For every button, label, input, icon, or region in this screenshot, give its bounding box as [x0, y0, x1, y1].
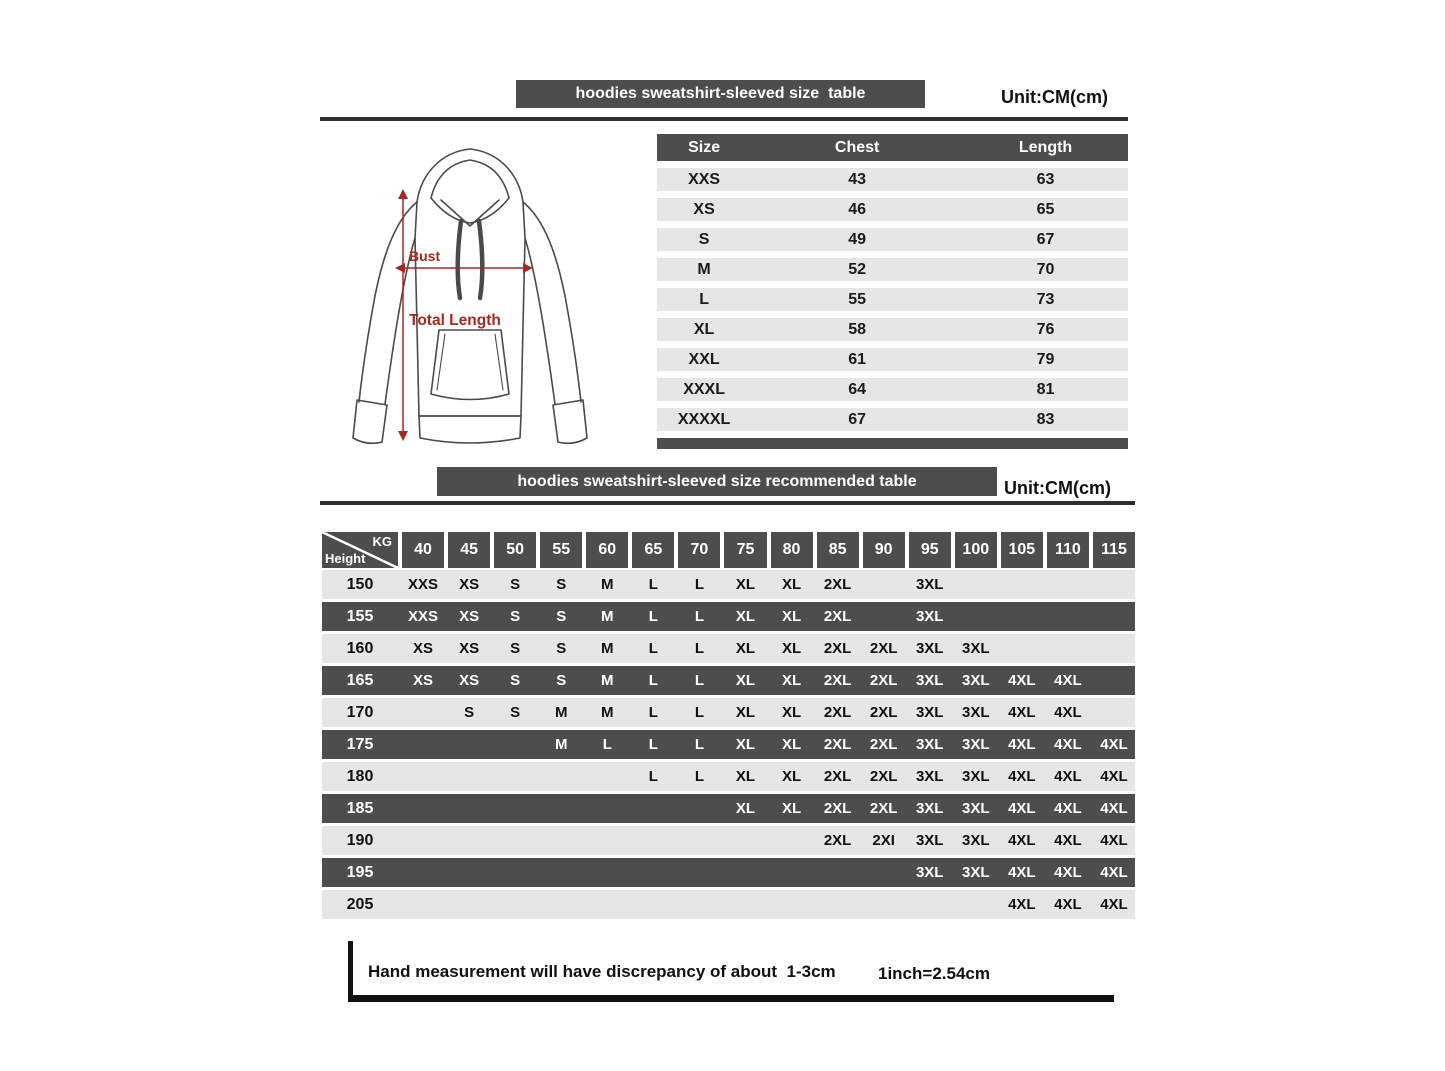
kg-label: KG: [372, 534, 392, 549]
recommended-size-cell: M: [554, 736, 568, 753]
weight-header-cell: 60: [586, 532, 628, 568]
recommended-size-cell: M: [601, 672, 614, 689]
recommended-size-cell: XL: [781, 800, 802, 817]
weight-header-cell: 110: [1047, 532, 1089, 568]
recommended-row: [322, 666, 1135, 695]
size-table-bottom-bar: [657, 438, 1128, 449]
recommended-size-cell: L: [694, 608, 704, 625]
hoodie-outline: [353, 149, 587, 443]
height-cell: 170: [346, 703, 374, 721]
recommended-size-cell: 2XL: [823, 576, 852, 593]
recommended-size-cell: XL: [735, 800, 756, 817]
weight-header-cell: 105: [1001, 532, 1043, 568]
recommended-size-cell: 3XL: [915, 608, 944, 625]
length-cell: 76: [1036, 320, 1055, 338]
height-cell: 190: [346, 831, 374, 849]
recommended-size-cell: XL: [781, 672, 802, 689]
recommended-size-cell: S: [510, 576, 521, 593]
recommended-size-cell: L: [648, 672, 658, 689]
chest-cell: 46: [848, 200, 867, 218]
recommended-size-cell: M: [601, 576, 614, 593]
size-table-row: [657, 258, 1128, 281]
recommended-size-cell: XL: [781, 736, 802, 753]
weight-header-cell: 90: [863, 532, 905, 568]
height-cell: 185: [346, 799, 374, 817]
height-cell: 150: [346, 575, 374, 593]
recommended-size-cell: L: [694, 672, 704, 689]
recommended-size-cell: 4XL: [1054, 768, 1082, 785]
recommended-size-cell: S: [510, 608, 521, 625]
recommended-size-cell: XS: [459, 608, 480, 625]
divider-line-2: [320, 501, 1135, 505]
size-table-title-bar: [516, 80, 925, 108]
measurement-discrepancy-note: Hand measurement will have discrepancy of about 1-3cm: [368, 962, 836, 981]
recommended-size-cell: 4XL: [1100, 864, 1128, 881]
recommended-size-cell: XL: [735, 672, 756, 689]
height-cell: 180: [346, 767, 374, 785]
recommended-size-cell: XS: [459, 672, 480, 689]
recommended-size-cell: S: [510, 672, 521, 689]
recommended-size-cell: 3XL: [915, 640, 944, 657]
size-table-header-row: [657, 134, 1128, 161]
weight-header-cell: 85: [817, 532, 859, 568]
recommended-size-cell: L: [694, 768, 704, 785]
recommended-size-cell: 3XL: [915, 800, 944, 817]
recommended-size-cell: 3XL: [962, 800, 990, 817]
recommended-size-cell: L: [648, 736, 658, 753]
recommended-size-cell: L: [648, 640, 658, 657]
recommended-size-cell: 2XL: [869, 768, 898, 785]
recommended-size-cell: XS: [459, 640, 480, 657]
recommended-size-cell: M: [554, 704, 568, 721]
weight-header-cell: 45: [448, 532, 490, 568]
weight-header-cell: 40: [402, 532, 444, 568]
recommended-size-cell: 2XL: [869, 704, 898, 721]
recommended-size-cell: S: [510, 704, 521, 721]
recommended-size-cell: L: [694, 736, 704, 753]
recommended-size-cell: M: [601, 640, 614, 657]
total-length-label: Total Length: [409, 312, 501, 329]
divider-line-1: [320, 117, 1128, 121]
recommended-size-matrix: [322, 532, 1135, 922]
recommended-size-cell: 4XL: [1008, 736, 1036, 753]
recommended-size-cell: 2XL: [823, 672, 852, 689]
recommended-row: [322, 602, 1135, 631]
size-table-column-header: Length: [1018, 138, 1073, 156]
recommended-size-cell: L: [648, 608, 658, 625]
recommended-size-cell: L: [694, 576, 704, 593]
recommended-size-cell: XL: [735, 608, 756, 625]
size-table-row: [657, 378, 1128, 401]
recommended-row: [322, 570, 1135, 599]
recommended-size-cell: S: [556, 576, 567, 593]
recommended-size-cell: 4XL: [1008, 864, 1036, 881]
size-table-row: [657, 408, 1128, 431]
recommended-size-cell: 4XL: [1054, 672, 1082, 689]
weight-header-cell: 70: [678, 532, 720, 568]
recommended-size-cell: L: [694, 704, 704, 721]
recommended-size-cell: 4XL: [1008, 768, 1036, 785]
chest-cell: 49: [848, 230, 867, 248]
recommended-size-cell: 3XL: [915, 736, 944, 753]
recommended-size-cell: XXS: [408, 608, 439, 625]
height-label: Height: [325, 551, 366, 566]
size-cell: S: [698, 230, 710, 248]
recommended-size-cell: XL: [781, 576, 802, 593]
recommended-size-cell: XL: [735, 704, 756, 721]
footer-left-bar: [348, 941, 353, 1001]
recommended-size-cell: 2XL: [823, 800, 852, 817]
size-cell: XXS: [688, 170, 721, 188]
length-cell: 70: [1036, 260, 1055, 278]
recommended-size-cell: 2XL: [823, 768, 852, 785]
recommended-size-cell: 3XL: [962, 672, 990, 689]
weight-header-cell: 100: [955, 532, 997, 568]
kg-height-corner-cell: [322, 532, 398, 568]
recommended-size-cell: 4XL: [1054, 896, 1082, 913]
recommended-size-cell: S: [464, 704, 475, 721]
recommended-size-cell: XL: [735, 768, 756, 785]
length-cell: 83: [1036, 410, 1055, 428]
recommended-size-cell: XL: [781, 768, 802, 785]
chest-cell: 52: [848, 260, 867, 278]
recommended-size-cell: 4XL: [1008, 672, 1036, 689]
height-cell: 175: [346, 735, 374, 753]
recommended-size-cell: XL: [735, 576, 756, 593]
recommended-size-cell: 3XL: [962, 704, 990, 721]
recommended-size-cell: 2XL: [823, 640, 852, 657]
size-table-column-header: Size: [688, 138, 721, 156]
size-table-title: hoodies sweatshirt-sleeved size table: [575, 85, 866, 102]
recommended-size-cell: L: [694, 640, 704, 657]
size-cell: XL: [693, 320, 715, 338]
size-table: [657, 134, 1128, 449]
recommended-size-cell: 3XL: [962, 768, 990, 785]
recommended-size-cell: 4XL: [1054, 800, 1082, 817]
unit-label-2: Unit:CM(cm): [1004, 478, 1111, 498]
recommended-row: [322, 890, 1135, 919]
recommended-row: [322, 826, 1135, 855]
height-cell: 195: [346, 863, 374, 881]
recommended-size-cell: L: [602, 736, 612, 753]
recommended-size-cell: S: [556, 672, 567, 689]
recommended-size-cell: M: [601, 608, 614, 625]
size-cell: XS: [693, 200, 715, 218]
chest-cell: 55: [848, 290, 867, 308]
recommended-size-cell: L: [648, 704, 658, 721]
weight-header-cell: 55: [540, 532, 582, 568]
recommended-size-cell: S: [556, 608, 567, 625]
size-table-row: [657, 318, 1128, 341]
size-table-row: [657, 228, 1128, 251]
recommended-size-cell: 3XL: [962, 832, 990, 849]
recommended-size-cell: 3XL: [962, 640, 990, 657]
chest-cell: 64: [848, 380, 867, 398]
weight-header-cell: 65: [632, 532, 674, 568]
recommended-size-cell: 2XL: [823, 608, 852, 625]
recommended-size-cell: XS: [413, 640, 434, 657]
length-cell: 65: [1036, 200, 1055, 218]
size-table-row: [657, 288, 1128, 311]
recommended-size-cell: XS: [459, 576, 480, 593]
recommended-size-cell: 4XL: [1008, 896, 1036, 913]
recommended-size-cell: 3XL: [915, 864, 944, 881]
recommended-size-cell: 2XL: [823, 736, 852, 753]
length-cell: 73: [1036, 290, 1055, 308]
matrix-body: [322, 570, 1135, 919]
size-table-column-header: Chest: [834, 138, 880, 156]
recommended-size-cell: 4XL: [1100, 800, 1128, 817]
footer-bottom-bar: [348, 995, 1114, 1002]
size-cell: XXXL: [683, 380, 725, 398]
recommended-row: [322, 698, 1135, 727]
length-cell: 63: [1036, 170, 1055, 188]
recommended-size-cell: 2XI: [872, 832, 895, 849]
recommended-row: [322, 794, 1135, 823]
recommended-size-cell: 3XL: [962, 864, 990, 881]
size-cell: XXXXL: [677, 410, 731, 428]
recommended-size-cell: 4XL: [1100, 736, 1128, 753]
recommended-size-cell: 3XL: [962, 736, 990, 753]
recommended-size-cell: 3XL: [915, 672, 944, 689]
recommended-size-cell: 4XL: [1008, 704, 1036, 721]
recommended-size-cell: 4XL: [1008, 832, 1036, 849]
recommended-size-cell: S: [510, 640, 521, 657]
recommended-size-cell: 4XL: [1100, 832, 1128, 849]
size-table-body: [657, 168, 1128, 431]
length-cell: 79: [1036, 350, 1055, 368]
recommended-size-cell: XXS: [408, 576, 439, 593]
weight-header-cell: 80: [771, 532, 813, 568]
recommended-size-cell: 3XL: [915, 704, 944, 721]
height-cell: 160: [346, 639, 374, 657]
size-cell: L: [699, 290, 709, 308]
recommended-table-title: hoodies sweatshirt-sleeved size recommended table: [517, 472, 917, 490]
length-cell: 67: [1036, 230, 1055, 248]
recommended-size-cell: 4XL: [1100, 896, 1128, 913]
recommended-size-cell: 4XL: [1008, 800, 1036, 817]
recommended-row: [322, 634, 1135, 663]
size-table-row: [657, 198, 1128, 221]
weight-header-cell: 95: [909, 532, 951, 568]
size-cell: XXL: [688, 350, 720, 368]
height-cell: 165: [346, 671, 374, 689]
unit-label-1: Unit:CM(cm): [1001, 87, 1108, 107]
weight-header-cell: 75: [724, 532, 766, 568]
recommended-size-cell: S: [556, 640, 567, 657]
size-table-row: [657, 348, 1128, 371]
bust-label: Bust: [409, 248, 441, 264]
recommended-size-cell: L: [648, 768, 658, 785]
chest-cell: 43: [848, 170, 867, 188]
chest-cell: 61: [848, 350, 867, 368]
matrix-header-row: [322, 532, 1135, 568]
chest-cell: 58: [848, 320, 867, 338]
recommended-size-cell: 2XL: [869, 800, 898, 817]
recommended-size-cell: 2XL: [823, 704, 852, 721]
chest-cell: 67: [848, 410, 867, 428]
length-cell: 81: [1036, 380, 1055, 398]
recommended-row: [322, 858, 1135, 887]
height-cell: 155: [346, 607, 374, 625]
weight-header-cell: 50: [494, 532, 536, 568]
recommended-size-cell: 2XL: [869, 736, 898, 753]
weight-header-cell: 115: [1093, 532, 1135, 568]
recommended-table-title-bar: [437, 467, 997, 496]
hoodie-measurement-diagram: [325, 138, 615, 458]
recommended-size-cell: 4XL: [1054, 736, 1082, 753]
recommended-size-cell: XS: [413, 672, 434, 689]
recommended-size-cell: 3XL: [915, 576, 944, 593]
size-table-row: [657, 168, 1128, 191]
recommended-size-cell: 4XL: [1054, 832, 1082, 849]
recommended-size-cell: XL: [781, 608, 802, 625]
recommended-size-cell: XL: [781, 640, 802, 657]
recommended-size-cell: XL: [735, 736, 756, 753]
inch-conversion-note: 1inch=2.54cm: [878, 964, 990, 983]
height-cell: 205: [346, 895, 374, 913]
recommended-size-cell: 4XL: [1054, 704, 1082, 721]
recommended-size-cell: 4XL: [1054, 864, 1082, 881]
recommended-size-cell: 2XL: [869, 640, 898, 657]
recommended-size-cell: L: [648, 576, 658, 593]
recommended-size-cell: M: [601, 704, 614, 721]
recommended-size-cell: 2XL: [823, 832, 852, 849]
recommended-size-cell: 2XL: [869, 672, 898, 689]
recommended-size-cell: 3XL: [915, 768, 944, 785]
recommended-row: [322, 762, 1135, 791]
recommended-size-cell: XL: [781, 704, 802, 721]
recommended-size-cell: 3XL: [915, 832, 944, 849]
recommended-size-cell: 4XL: [1100, 768, 1128, 785]
size-cell: M: [697, 260, 711, 278]
recommended-row: [322, 730, 1135, 759]
recommended-size-cell: XL: [735, 640, 756, 657]
